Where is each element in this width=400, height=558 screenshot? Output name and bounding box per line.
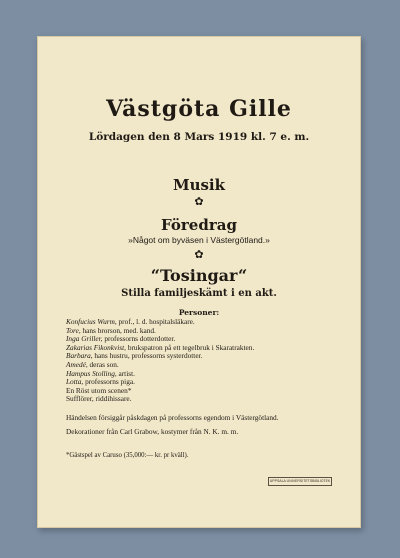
cast-role: deras son. <box>89 359 119 369</box>
cast-name: Tore, <box>66 325 81 335</box>
decor-line: Dekorationer från Carl Grabow, kostymer från N. K. m. m. <box>66 427 239 436</box>
cast-role: professorns piga. <box>85 377 135 387</box>
cast-role: hans hustru, professorns systerdotter. <box>94 351 203 361</box>
program-sheet <box>37 36 361 528</box>
cast-role: artist. <box>118 368 135 378</box>
section-musik: Musik <box>172 176 226 194</box>
cast-name: Barbara, <box>66 351 93 361</box>
cast-list <box>66 318 356 404</box>
section-tosingar: “Tosingar“ <box>150 266 248 285</box>
ornament-icon: ✿ <box>194 195 204 208</box>
cast-role: prof., l. d. hospitalsläkare. <box>118 317 195 326</box>
section-foredrag: Föredrag <box>161 216 237 234</box>
document-title: Västgöta Gille <box>106 96 292 122</box>
cast-row <box>66 395 356 404</box>
cast-name: Lotta, <box>66 377 84 387</box>
cast-name: Amedé, <box>66 359 88 369</box>
cast-name: Konfucius Wurm, <box>66 317 117 326</box>
cast-role: professorns dotterdotter. <box>104 334 176 344</box>
cast-name: Zakarias Fikonkvist, <box>66 342 126 352</box>
personer-heading: Personer: <box>178 308 220 317</box>
cast-role: brukspatron på ett tegelbruk i Skaratrakten. <box>127 342 255 352</box>
footnote: *Gästspel av Caruso (35,000:— kr. pr kväll). <box>66 452 189 459</box>
cast-role: hans brorson, med. kand. <box>82 325 156 335</box>
date-line: Lördagen den 8 Mars 1919 kl. 7 e. m. <box>88 131 310 143</box>
cast-role: Sufflörer, riddihissare. <box>66 394 132 404</box>
setting-line: Händelsen försiggår påskdagen på professorns egendom i Västergötland. <box>66 413 279 422</box>
cast-name: Hampus Stolling, <box>66 368 117 378</box>
ornament-icon: ✿ <box>194 248 204 261</box>
tosingar-subtitle: Stilla familjeskämt i en akt. <box>121 288 277 299</box>
cast-role: En Röst utom scenen* <box>66 385 132 395</box>
cast-name: Inga Griller, <box>66 334 103 344</box>
foredrag-subtitle: »Något om byväsen i Västergötland.» <box>128 235 270 245</box>
library-stamp: UPPSALA UNIVERSITETSBIBLIOTEK <box>268 477 332 486</box>
